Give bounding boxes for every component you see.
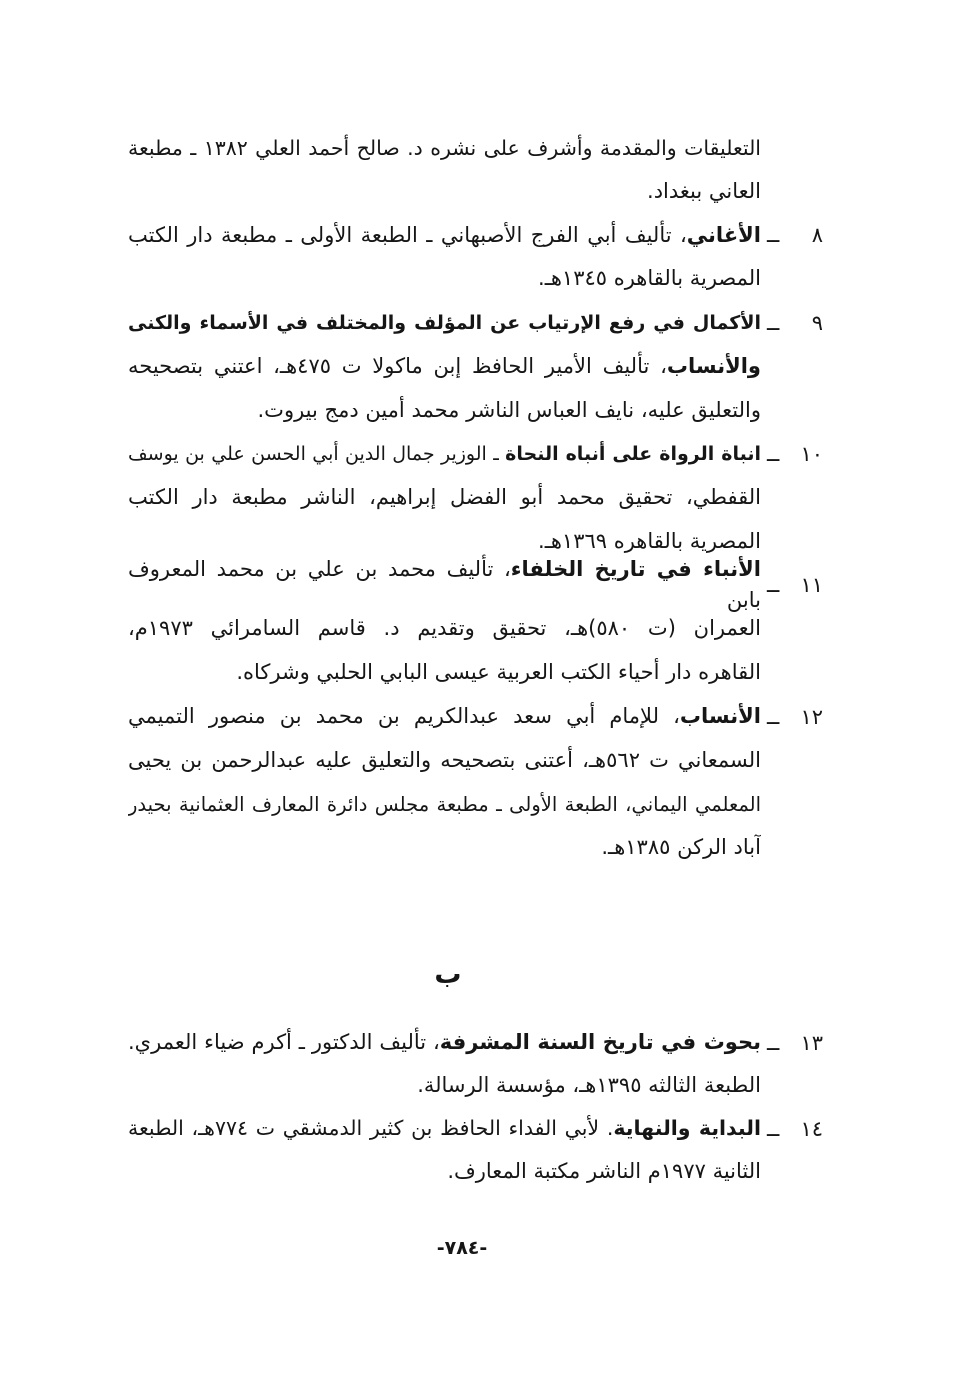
line-text-run: المصرية بالقاهره ١٣٦٩هـ. [538,528,761,553]
line-text [128,1027,761,1059]
line-text [128,554,761,617]
entry-number: ١٤ [800,1116,823,1141]
line-text-run: ، تأليف الدكتور ـ أكرم ضياء العمري. [128,1029,440,1054]
entry-13-line-2 [128,1064,825,1107]
line-text [128,832,761,864]
entry-title: بحوث في تاريخ السنة المشرفة [439,1029,761,1054]
entry-marker [761,223,825,247]
entry-number: ١٠ [800,442,823,467]
entry-11-line-2 [128,607,825,651]
line-text-run: العاني ببغداد. [647,178,761,203]
entry-dash: ــ [767,310,780,335]
entry-11-line-3 [128,651,825,695]
entry-marker [761,442,825,466]
entry-dash: ــ [767,704,780,729]
line-text [128,1070,761,1102]
line-text-run: ، تأليف الأمير الحافظ إبن ماكولا ت ٤٧٥هـ، اعتني بتصحيحه [128,353,667,378]
entry-dash: ــ [767,223,780,248]
entry-9-line-2 [128,345,825,389]
line-text-run: ، للإمام أبي سعد عبدالكريم بن محمد بن منصور التميمي [128,703,680,728]
entry-marker [761,1117,825,1141]
line-text-run: القفطي، تحقيق محمد أبو الفضل إبراهيم، الناشر مطبعة دار الكتب [128,485,761,510]
line-text [128,351,761,383]
entry-dash: ــ [767,1116,780,1141]
line-text [128,263,761,295]
line-text [128,701,761,733]
line-text-run: الطبعة الثالثه ١٣٩٥هـ، مؤسسة الرسالة. [417,1072,761,1097]
entry-title: الأنساب [679,703,761,728]
entry-8-line-2 [128,257,825,301]
entry-marker [761,573,825,597]
line-text-run: التعليقات والمقدمة وأشرف على نشره د. صالح أحمد العلي ١٣٨٢ ـ مطبعة [128,135,761,160]
entry-title: البداية والنهاية [613,1116,761,1141]
entry-title: والأنساب [666,353,761,378]
entry-12-line-1 [128,695,825,739]
line-text [128,613,761,645]
entry-13-line-1 [128,1021,825,1064]
entry-11-line-1 [128,556,825,613]
entry-12-line-3 [128,782,825,826]
entry-14-line-2 [128,1150,825,1193]
entry-9-line-3 [128,389,825,433]
continuation-line [128,170,825,214]
line-text [128,309,761,338]
line-text-run: ، تأليف محمد بن علي بن محمد المعروف بابن [128,556,761,613]
line-text [128,176,761,208]
line-text [128,482,761,514]
entry-8-line-1 [128,214,825,258]
line-text [128,220,761,252]
entry-number: ٩ [811,310,823,335]
entry-number: ١٣ [800,1030,823,1055]
entry-dash: ــ [767,573,780,598]
entry-title: الأكمال في رفع الإرتياب عن المؤلف والمختلف في الأسماء والكنى [128,311,761,334]
line-text-run: ـ الوزير جمال الدين أبي الحسن علي بن يوسف [128,442,506,465]
line-text [128,526,761,558]
entry-dash: ــ [767,442,780,467]
line-text [128,1113,761,1144]
line-text-run: . لأبي الفداء الحافظ بن كثير الدمشقي ت ٧٧٤هـ، الطبعة [128,1116,614,1141]
line-text-run: الثانية ١٩٧٧م الناشر مكتبة المعارف. [447,1158,761,1183]
page-number: -٧٨٤- [436,1237,488,1259]
line-text [128,745,761,777]
line-text [128,133,761,164]
entry-marker [761,705,825,729]
entry-title: الأغاني [686,222,761,247]
entry-number: ١٢ [800,704,823,729]
line-text [128,1156,761,1188]
entry-12-line-4 [128,826,825,870]
section-heading: ب [434,959,462,990]
entry-title: الأنباء في تاريخ الخلفاء [510,556,761,581]
entry-title: انباة الرواة على أنباه النحاة [505,442,761,465]
line-text-run: آباد الركن ١٣٨٥هـ. [601,835,761,860]
entry-9-line-1 [128,301,825,345]
bibliography-list [128,126,825,870]
line-text [128,657,761,689]
line-text-run: العمران (ت ٥٨٠)هـ، تحقيق وتقديم د. قاسم السامرائي ١٩٧٣م، [128,616,761,641]
entry-10-line-2 [128,476,825,520]
entry-14-line-1 [128,1107,825,1150]
line-text-run: المصرية بالقاهره ١٣٤٥هـ. [538,266,761,291]
entry-10-line-1 [128,432,825,476]
line-text-run: السمعاني ت ٥٦٢هـ، أعتنى بتصحيحه والتعليق عليه عبدالرحمن بن يحيى [128,747,761,772]
entry-number: ١١ [800,573,823,598]
line-text-run: ، تأليف أبي الفرج الأصبهاني ـ الطبعة الأولى ـ مطبعة دار الكتب [128,222,687,247]
entry-12-line-2 [128,739,825,783]
line-text [128,440,761,469]
entry-number: ٨ [811,223,823,248]
line-text-run: المعلمي اليماني، الطبعة الأولى ـ مطبعة مجلس دائرة المعارف العثمانية بحيدر [128,792,761,816]
entry-marker [761,311,825,335]
entry-marker [761,1031,825,1055]
bibliography-list-b [128,1021,825,1193]
line-text-run: والتعليق عليه، نايف العباس الناشر محمد أمين دمج بيروت. [257,397,761,422]
line-text-run: القاهره دار أحياء الكتب العربية عيسى البابي الحلبي وشركاه. [236,660,761,685]
entry-dash: ــ [767,1030,780,1055]
line-text [128,790,761,819]
continuation-line [128,126,825,170]
line-text [128,395,761,427]
